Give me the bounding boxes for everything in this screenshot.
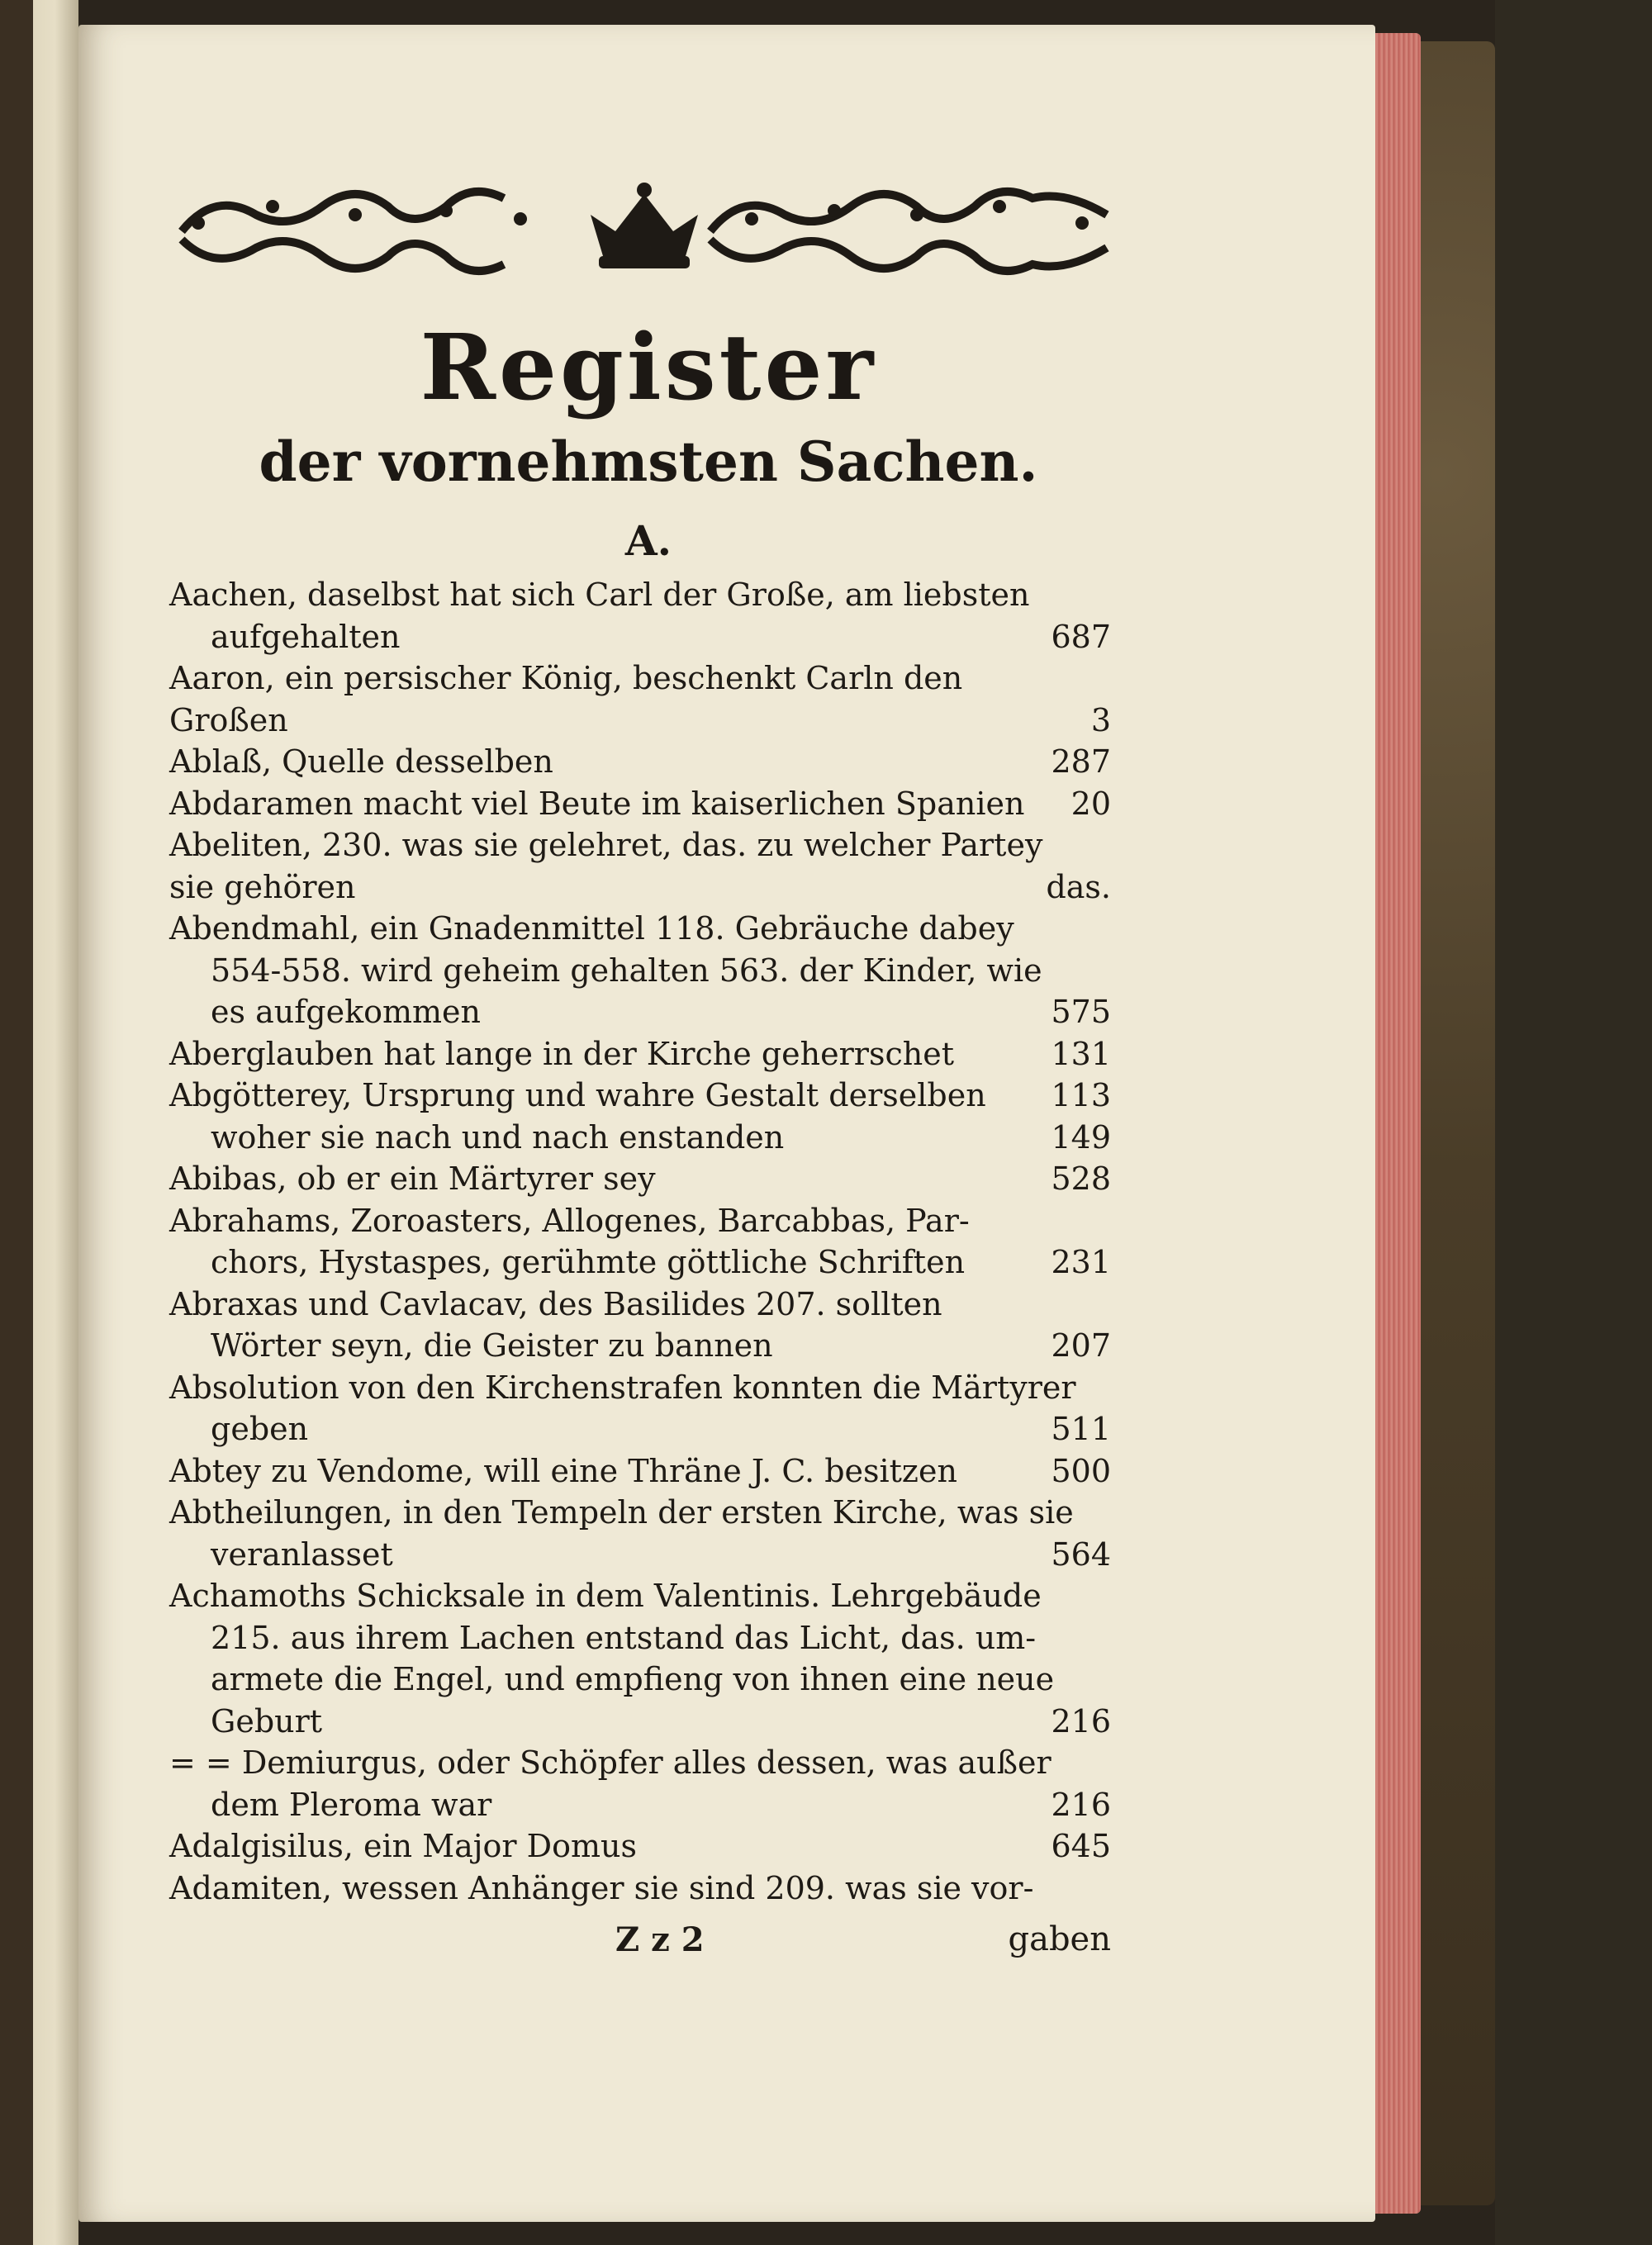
entry-text: Abendmahl, ein Gnadenmittel 118. Gebräuche dabey [169, 910, 1014, 947]
book-cover [1412, 41, 1495, 2205]
page-footer [169, 1920, 1111, 1966]
register-line [169, 1033, 1111, 1075]
entry-page-number: 500 [1051, 1452, 1111, 1489]
entry-page-number: 216 [1051, 1702, 1111, 1740]
register-line [169, 1575, 1111, 1617]
entry-text: Ablaß, Quelle desselben [169, 743, 553, 780]
entry-text: 554-558. wird geheim gehalten 563. der Kinder, wie [211, 952, 1042, 989]
register-line [169, 1367, 1111, 1409]
register-line [169, 783, 1111, 825]
section-letter: A. [624, 516, 672, 565]
entry-text: veranlasset [211, 1535, 393, 1573]
entry-page-number: 3 [1090, 701, 1111, 738]
entry-text: Geburt [211, 1702, 323, 1740]
register-line [169, 1408, 1111, 1450]
register-line [169, 1659, 1111, 1701]
entry-text: Großen [169, 701, 288, 738]
entry-text: Abgötterey, Ursprung und wahre Gestalt derselben [169, 1077, 986, 1113]
entry-text: Abdaramen macht viel Beute im kaiserlichen Spanien [169, 785, 1025, 822]
register-line [169, 1284, 1111, 1326]
catchword: gaben [1008, 1920, 1111, 1958]
entry-page-number: 528 [1051, 1160, 1111, 1197]
entry-text: sie gehören [169, 868, 356, 905]
entry-text: aufgehalten [211, 618, 401, 655]
register-line [169, 1617, 1111, 1659]
entry-page-number: das. [1046, 868, 1111, 905]
register-line [169, 824, 1111, 866]
entry-text: woher sie nach und nach enstanden [211, 1118, 785, 1156]
register-line [169, 574, 1111, 616]
entry-text: Abtheilungen, in den Tempeln der ersten Kirche, was sie [169, 1494, 1074, 1531]
register-line [169, 1325, 1111, 1367]
register-line [169, 950, 1111, 992]
register-line [169, 1158, 1111, 1200]
entry-page-number: 287 [1051, 743, 1111, 780]
entry-text: dem Pleroma war [211, 1786, 492, 1823]
entry-page-number: 231 [1051, 1244, 1111, 1280]
entry-text: Abeliten, 230. was sie gelehret, das. zu welcher Partey [169, 827, 1043, 863]
entry-page-number: 575 [1051, 994, 1111, 1030]
register-line [169, 1868, 1111, 1910]
ornament-crown-icon [173, 173, 1115, 281]
register-line [169, 1117, 1111, 1159]
register-line [169, 908, 1111, 950]
entry-text: = = Demiurgus, oder Schöpfer alles dessen, was außer [169, 1744, 1051, 1781]
entry-page-number: 687 [1051, 618, 1111, 655]
register-line [169, 1450, 1111, 1493]
register-line [169, 657, 1111, 700]
entry-text: Wörter seyn, die Geister zu bannen [211, 1327, 773, 1364]
entry-page-number: 564 [1051, 1535, 1111, 1573]
register-line [169, 1241, 1111, 1284]
register-line [169, 991, 1111, 1033]
entry-text: armete die Engel, und empfieng von ihnen eine neue [211, 1661, 1055, 1697]
register-line [169, 1534, 1111, 1576]
entry-text: Aaron, ein persischer König, beschenkt Carln den [169, 660, 963, 696]
entry-text: Achamoths Schicksale in dem Valentinis. Lehrgebäude [169, 1578, 1042, 1614]
register-line [169, 1701, 1111, 1743]
entry-text: Abraxas und Cavlacav, des Basilides 207. sollten [169, 1285, 942, 1322]
page-subtitle: der vornehmsten Sachen. [259, 430, 1038, 494]
entry-text: Abrahams, Zoroasters, Allogenes, Barcabbas, Par- [169, 1202, 970, 1239]
entry-text: Adamiten, wessen Anhänger sie sind 209. was sie vor- [169, 1869, 1034, 1906]
register-line [169, 1492, 1111, 1534]
entry-page-number: 645 [1051, 1828, 1111, 1864]
register-line [169, 1742, 1111, 1784]
page-title: Register [420, 314, 877, 420]
register-line [169, 741, 1111, 783]
register-line [169, 866, 1111, 909]
register-line [169, 700, 1111, 742]
entry-page-number: 149 [1051, 1118, 1111, 1156]
entry-text: Adalgisilus, ein Major Domus [169, 1828, 638, 1864]
entry-text: Absolution von den Kirchenstrafen konnten die Märtyrer [169, 1369, 1076, 1406]
entry-text: Abtey zu Vendome, will eine Thräne J. C. besitzen [169, 1452, 957, 1489]
entry-page-number: 131 [1051, 1035, 1111, 1072]
register-line [169, 1200, 1111, 1242]
register-line [169, 1075, 1111, 1117]
entry-text: es aufgekommen [211, 994, 482, 1030]
entry-page-number: 20 [1070, 785, 1111, 822]
entry-page-number: 216 [1051, 1786, 1111, 1823]
entry-text: chors, Hystaspes, gerühmte göttliche Schriften [211, 1244, 966, 1280]
entry-page-number: 207 [1051, 1327, 1111, 1364]
register-line [169, 1825, 1111, 1868]
signature-mark: Z z 2 [615, 1920, 705, 1959]
entry-text: 215. aus ihrem Lachen entstand das Licht, das. um- [211, 1619, 1037, 1656]
register-line [169, 616, 1111, 658]
entry-page-number: 511 [1051, 1411, 1111, 1447]
entry-text: Aberglauben hat lange in der Kirche geherrschet [169, 1035, 954, 1072]
background-right [1495, 0, 1652, 2245]
register-entries [169, 574, 1111, 1909]
entry-text: geben [211, 1411, 309, 1447]
entry-page-number: 113 [1051, 1077, 1111, 1113]
entry-text: Abibas, ob er ein Märtyrer sey [169, 1160, 656, 1197]
entry-text: Aachen, daselbst hat sich Carl der Große, am liebsten [169, 577, 1030, 613]
left-frame [0, 0, 33, 2245]
register-line [169, 1784, 1111, 1826]
